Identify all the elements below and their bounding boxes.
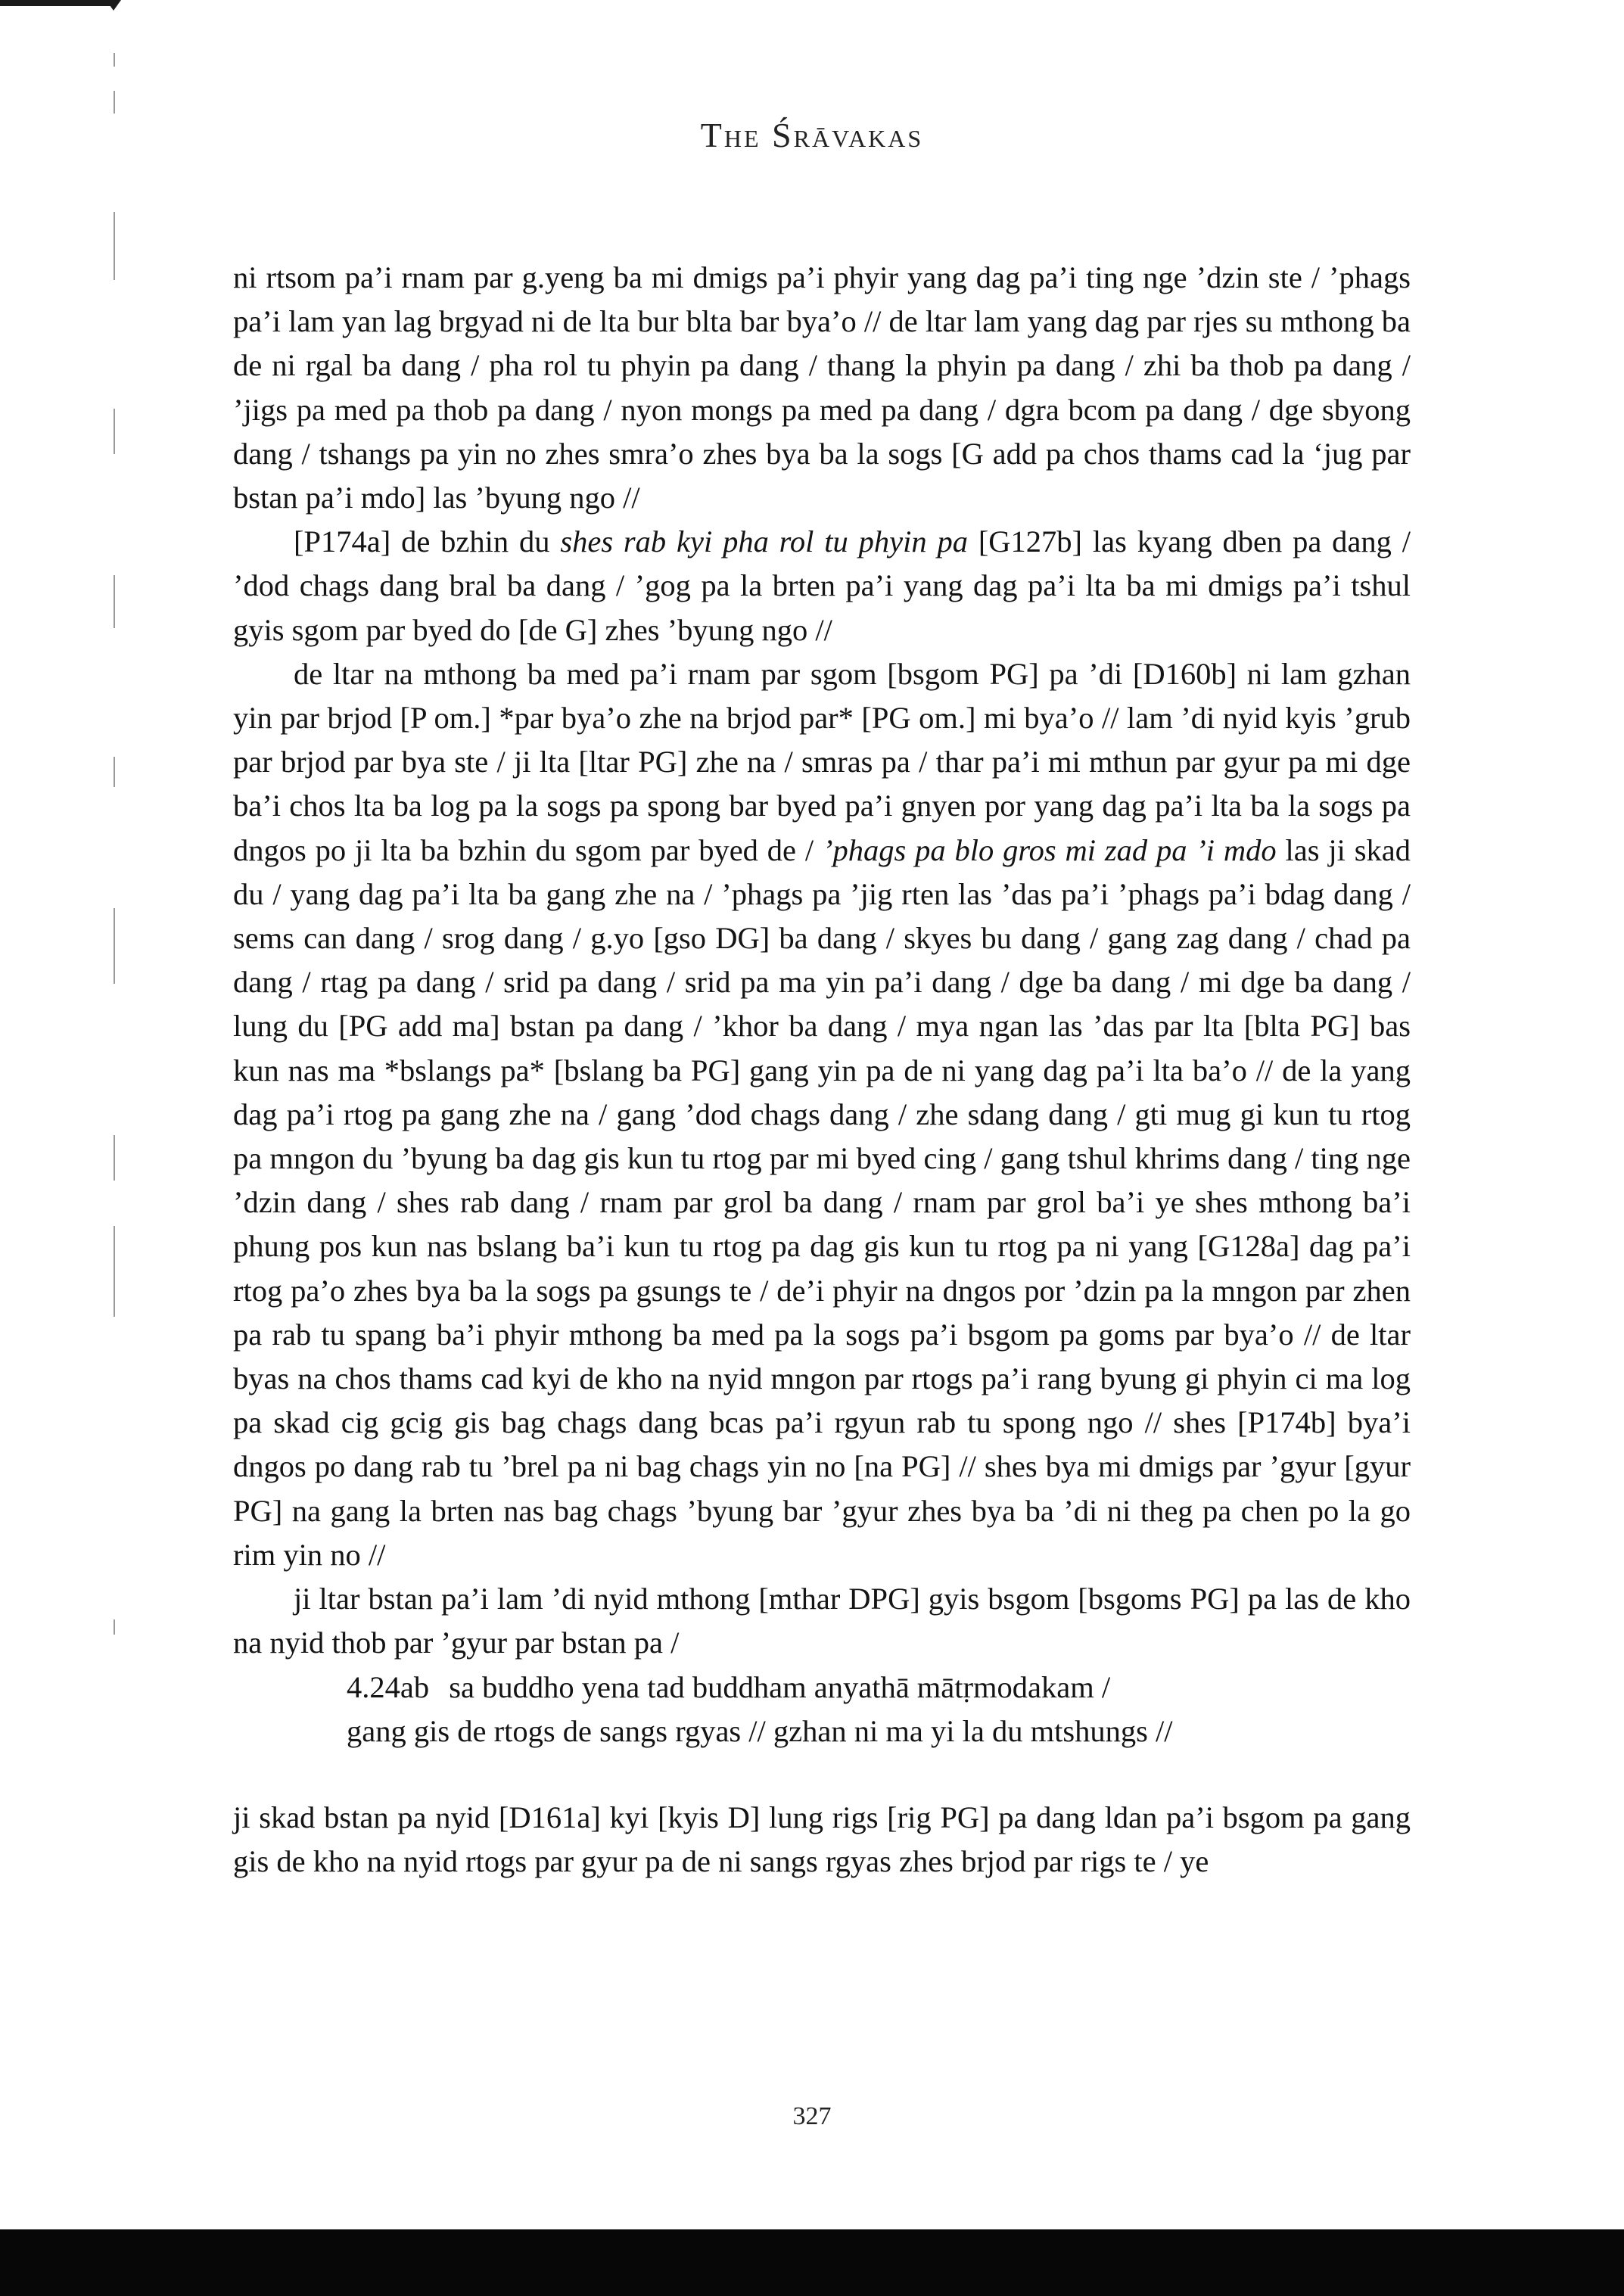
page-number: 327 bbox=[792, 2102, 832, 2130]
gutter-line bbox=[114, 1226, 115, 1317]
gutter-line bbox=[114, 1135, 115, 1181]
italic-title: ’phags pa blo gros mi zad pa ’i mdo bbox=[822, 832, 1277, 867]
gutter-line bbox=[114, 908, 115, 984]
main-text bbox=[233, 256, 1411, 1884]
gutter-line bbox=[114, 212, 115, 280]
scan-bottom-border bbox=[0, 2229, 1624, 2296]
paragraph: de ltar na mthong ba med pa’i rnam par sgom [bsgom PG] pa ’di [D160b] ni lam gzhan yin par brjod [P om.] *par bya’o zhe na brjod par* [PG om.] mi bya’o // lam ’di nyid kyis ’grub par brjod par bya ste / ji lta [ltar PG] zhe na / smras pa / thar pa’i mi mthun par gyur pa mi dge ba’i chos lta ba log pa la sogs pa spong bar byed pa’i gnyen por yang dag pa’i lta ba la sogs pa dngos po ji lta ba bzhin du sgom par byed de / ’phags pa blo gros mi zad pa ’i mdo las ji skad du / yang dag pa’i lta ba gang zhe na / ’phags pa ’jig rten las ’das pa’i ’phags pa’i bdag dang / sems can dang / srog dang / g.yo [gso DG] ba dang / skyes bu dang / gang zag dang / chad pa dang / rtag pa dang / srid pa dang / srid pa ma yin pa’i dang / dge ba dang / mi dge ba dang / lung du [PG add ma] bstan pa dang / ’khor ba dang / mya ngan las ’das par lta [blta PG] bas kun nas ma *bslangs pa* [bslang ba PG] gang yin pa de ni yang dag pa’i lta ba’o // de la yang dag pa’i rtog pa gang zhe na / gang ’dod chags dang / zhe sdang dang / gti mug gi kun tu rtog pa mngon du ’byung ba dag gis kun tu rtog par mi byed cing / gang tshul khrims dang / ting nge ’dzin dang / shes rab dang / rnam par grol ba dang / rnam par grol ba’i ye shes mthong ba’i phung pos kun nas bslang ba’i kun tu rtog pa dag gis kun tu rtog pa ni yang [G128a] dag pa’i rtog pa’o zhes bya ba la sogs pa gsungs te / de’i phyir na dngos por ’dzin pa la mngon par zhen pa rab tu spang ba’i phyir mthong ba med pa la sogs pa’i bsgom pa goms par bya’o // de ltar byas na chos thams cad kyi de kho na nyid mngon par rtogs pa’i rang byung gi phyin ci ma log pa skad cig gcig gis bag chags dang bcas pa’i rgyun rab tu spong ngo // shes [P174b] bya’i dngos po dang rab tu ’brel pa ni bag chags yin no [na PG] // shes bya mi dmigs par ’gyur [gyur PG] na gang la brten nas bag chags ’byung bar ’gyur zhes bya ba ’di ni theg pa chen po la go rim yin no // bbox=[233, 656, 1411, 1572]
italic-title: shes rab kyi pha rol tu phyin pa bbox=[560, 524, 968, 559]
verse-tibetan: gang gis de rtogs de sangs rgyas // gzhan ni ma yi la du mtshungs // bbox=[347, 1713, 1173, 1748]
gutter-line bbox=[114, 91, 115, 114]
gutter-line bbox=[114, 53, 115, 67]
verse-reference: 4.24ab bbox=[347, 1669, 430, 1704]
scan-edge-mark bbox=[0, 0, 114, 6]
gutter-line bbox=[114, 757, 115, 787]
paragraph: ji ltar bstan pa’i lam ’di nyid mthong [mthar DPG] gyis bsgom [bsgoms PG] pa las de kho na nyid thob par ’gyur par bstan pa / bbox=[233, 1582, 1411, 1660]
paragraph: [P174a] de bzhin du shes rab kyi pha rol tu phyin pa [G127b] las kyang dben pa dang / ’dod chags dang bral ba dang / ’gog pa la brten pa’i yang dag pa’i lta ba mi dmigs pa’i tshul gyis sgom par byed do [de G] zhes ’byung ngo // bbox=[233, 524, 1411, 647]
gutter-line bbox=[114, 1619, 115, 1635]
scan-edge-mark-tip bbox=[106, 0, 121, 11]
paragraph: ni rtsom pa’i rnam par g.yeng ba mi dmigs pa’i phyir yang dag pa’i ting nge ’dzin ste / ’phags pa’i lam yan lag brgyad ni de lta bur blta bar bya’o // de ltar lam yang dag par rjes su mthong ba de ni rgal ba dang / pha rol tu phyin pa dang / thang la phyin pa dang / zhi ba thob pa dang / ’jigs pa med pa thob pa dang / nyon mongs pa med pa dang / dgra bcom pa dang / dge sbyong dang / tshangs pa yin no zhes smra’o zhes bya ba la sogs [G add pa chos thams cad la ‘jug par bstan pa’i mdo] las ’byung ngo // bbox=[233, 260, 1411, 515]
gutter-line bbox=[114, 575, 115, 628]
paragraph: ji skad bstan pa nyid [D161a] kyi [kyis D] lung rigs [rig PG] pa dang ldan pa’i bsgom pa gang gis de kho na nyid rtogs par gyur pa de ni sangs rgyas zhes brjod par rigs te / ye bbox=[233, 1800, 1411, 1879]
verse-sanskrit: 4.24ab sa buddho yena tad buddham anyathā mātṛmodakam / bbox=[347, 1669, 1111, 1704]
running-header: The Śrāvakas bbox=[700, 116, 924, 154]
gutter-line bbox=[114, 409, 115, 454]
